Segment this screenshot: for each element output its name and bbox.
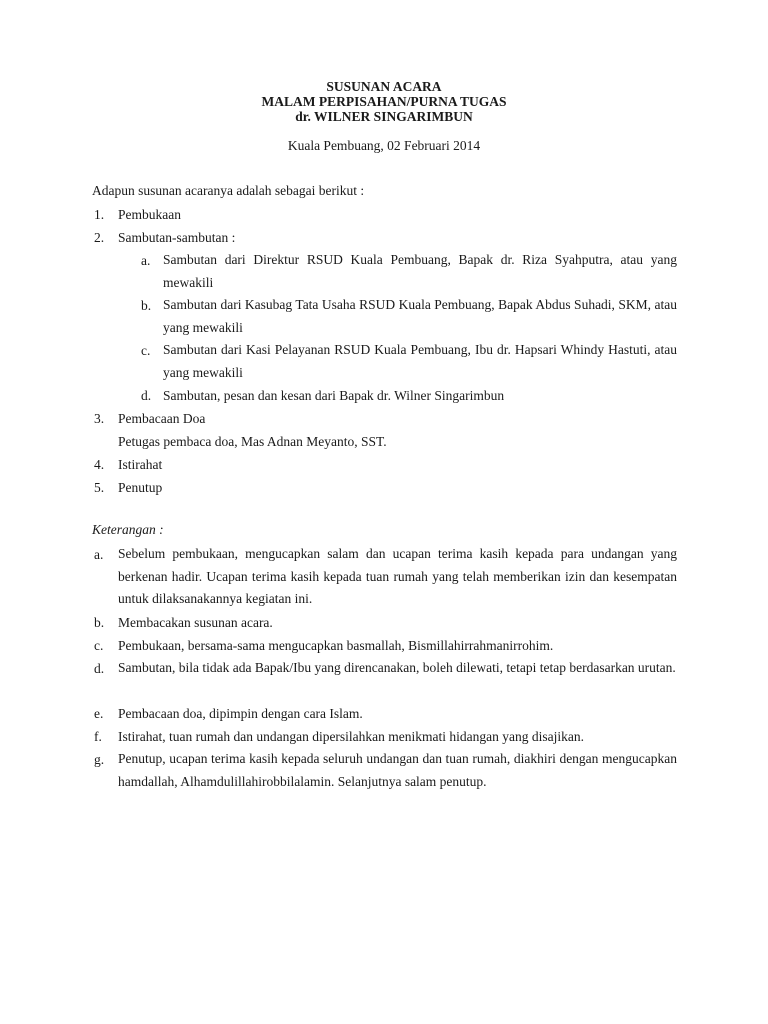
note-letter: e.: [94, 706, 104, 721]
sub-item: Sambutan dari Kasi Pelayanan RSUD Kuala Pembuang, Ibu dr. Hapsari Whindy Hastuti, atau yang mewakili: [163, 342, 677, 380]
sub-letter: b.: [141, 298, 152, 313]
sub-letter: c.: [141, 343, 151, 358]
note-item: Sambutan, bila tidak ada Bapak/Ibu yang direncanakan, boleh dilewati, tetapi tetap berdasarkan urutan.: [118, 660, 676, 675]
sub-item: Sambutan dari Kasubag Tata Usaha RSUD Kuala Pembuang, Bapak Abdus Suhadi, SKM, atau yang mewakili: [163, 297, 677, 335]
sub-item: Sambutan, pesan dan kesan dari Bapak dr. Wilner Singarimbun: [163, 388, 505, 403]
note-letter: g.: [94, 752, 105, 767]
title-line-2: MALAM PERPISAHAN/PURNA TUGAS: [261, 94, 507, 109]
note-item: Pembacaan doa, dipimpin dengan cara Islam.: [118, 706, 363, 721]
note-item: Membacakan susunan acara.: [118, 615, 273, 630]
note-letter: a.: [94, 547, 104, 562]
agenda-number: 1.: [94, 207, 105, 222]
note-letter: f.: [94, 729, 102, 744]
sub-item: Sambutan dari Direktur RSUD Kuala Pembuang, Bapak dr. Riza Syahputra, atau yang mewakili: [163, 252, 677, 290]
note-letter: b.: [94, 615, 105, 630]
note-item: Pembukaan, bersama-sama mengucapkan basmallah, Bismillahirrahmanirrohim.: [118, 638, 554, 653]
note-item: Penutup, ucapan terima kasih kepada seluruh undangan dan tuan rumah, diakhiri dengan mengucapkan hamdallah, Alhamdulillahirobbilalamin. Selanjutnya salam penutup.: [118, 751, 677, 789]
agenda-number: 3.: [94, 411, 105, 426]
intro-text: Adapun susunan acaranya adalah sebagai berikut :: [92, 183, 365, 198]
agenda-number: 5.: [94, 480, 105, 495]
agenda-number: 2.: [94, 230, 105, 245]
agenda-item: Pembacaan Doa: [118, 411, 206, 426]
agenda-item: Sambutan-sambutan :: [118, 230, 236, 245]
note-letter: c.: [94, 638, 104, 653]
sub-letter: d.: [141, 388, 152, 403]
agenda-number: 4.: [94, 457, 105, 472]
title-line-3: dr. WILNER SINGARIMBUN: [295, 109, 473, 124]
note-item: Sebelum pembukaan, mengucapkan salam dan ucapan terima kasih kepada para undangan yang berkenan hadir. Ucapan terima kasih kepada tuan rumah yang telah memberikan izin dan kesempatan untuk dilaksanakannya kegiatan ini.: [118, 546, 677, 607]
keterangan-label: Keterangan :: [92, 522, 164, 537]
document-date: Kuala Pembuang, 02 Februari 2014: [287, 138, 481, 153]
note-letter: d.: [94, 661, 105, 676]
sub-letter: a.: [141, 253, 151, 268]
agenda-item: Istirahat: [118, 457, 163, 472]
agenda-item: Pembukaan: [118, 207, 181, 222]
note-item: Istirahat, tuan rumah dan undangan dipersilahkan menikmati hidangan yang disajikan.: [118, 729, 584, 744]
agenda-item: Penutup: [118, 480, 163, 495]
title-line-1: SUSUNAN ACARA: [326, 79, 442, 94]
agenda-item-note: Petugas pembaca doa, Mas Adnan Meyanto, SST.: [118, 434, 387, 449]
